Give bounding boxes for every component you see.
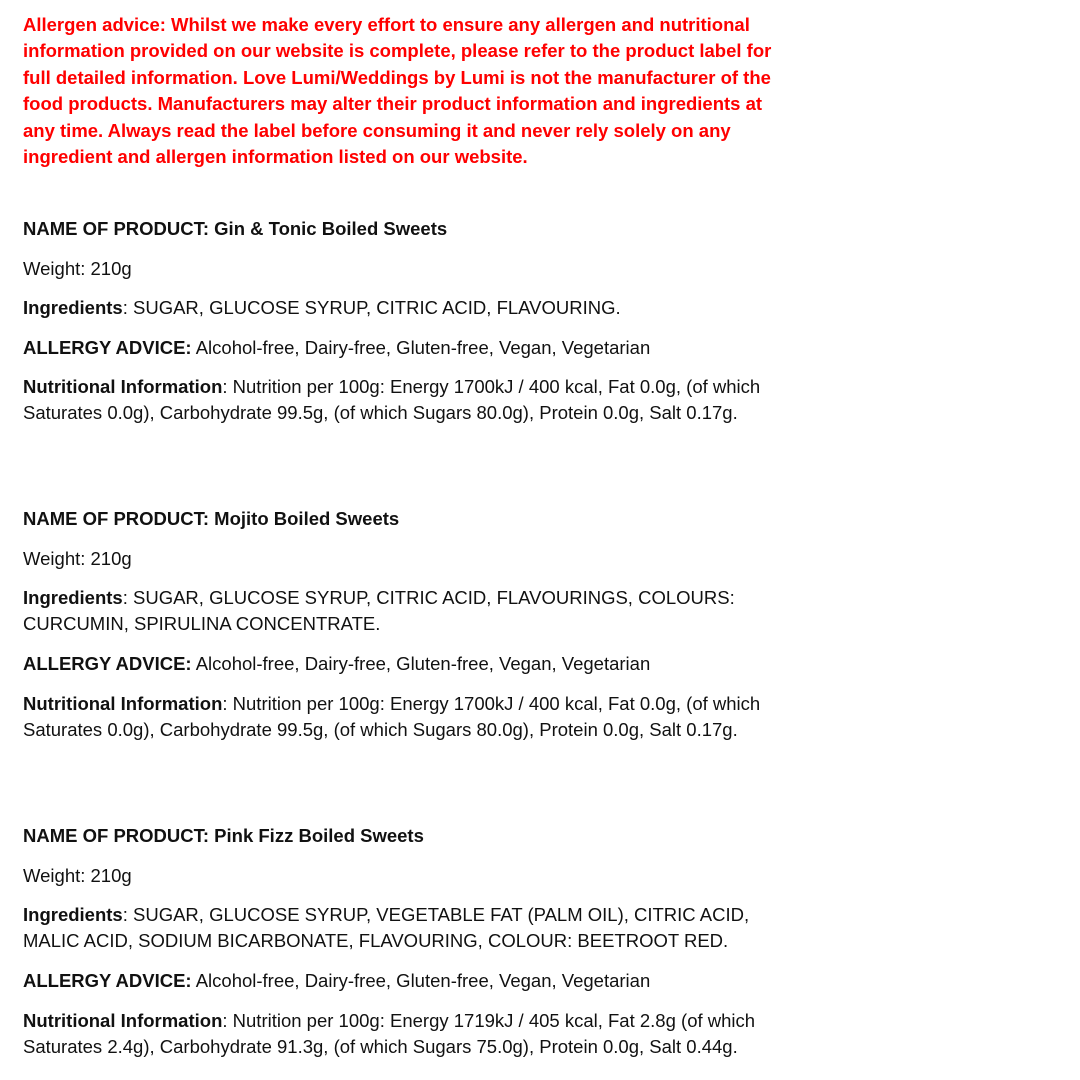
nutrition-label: Nutritional Information xyxy=(23,1010,223,1031)
ingredients-label: Ingredients xyxy=(23,587,123,608)
product-allergy xyxy=(23,968,783,994)
nutrition-label: Nutritional Information xyxy=(23,693,223,714)
product-name-label: NAME OF PRODUCT: xyxy=(23,218,210,239)
nutrition-label: Nutritional Information xyxy=(23,376,223,397)
product-name-line xyxy=(23,506,783,532)
allergy-label: ALLERGY ADVICE: xyxy=(23,653,192,674)
ingredients-label: Ingredients xyxy=(23,297,123,318)
nutrition-value: : Nutrition per 100g: Energy 1719kJ / 405 kcal, Fat 2.8g (of which Saturates 2.4g), Carbohydrate 91.3g, (of which Sugars 75.0g), Protein 0.0g, Salt 0.44g. xyxy=(23,1010,756,1058)
product-name-label: NAME OF PRODUCT: xyxy=(23,508,210,529)
product-nutrition xyxy=(23,374,783,427)
allergy-label: ALLERGY ADVICE: xyxy=(23,970,192,991)
allergy-value: Alcohol-free, Dairy-free, Gluten-free, Vegan, Vegetarian xyxy=(195,337,651,358)
product-name: Gin & Tonic Boiled Sweets xyxy=(214,218,448,239)
product-name: Pink Fizz Boiled Sweets xyxy=(214,825,424,846)
product-allergy xyxy=(23,335,783,361)
allergy-label: ALLERGY ADVICE: xyxy=(23,337,192,358)
allergy-value: Alcohol-free, Dairy-free, Gluten-free, Vegan, Vegetarian xyxy=(195,970,651,991)
product-weight: Weight: 210g xyxy=(23,865,132,886)
nutrition-value: : Nutrition per 100g: Energy 1700kJ / 400 kcal, Fat 0.0g, (of which Saturates 0.0g), Carbohydrate 99.5g, (of which Sugars 80.0g), Protein 0.0g, Salt 0.17g. xyxy=(23,376,761,424)
product-weight: Weight: 210g xyxy=(23,258,132,279)
product-name-line xyxy=(23,823,783,849)
ingredients-value: : SUGAR, GLUCOSE SYRUP, CITRIC ACID, FLAVOURINGS, COLOURS: CURCUMIN, SPIRULINA CONCENTRATE. xyxy=(23,587,735,635)
product-name: Mojito Boiled Sweets xyxy=(214,508,400,529)
ingredients-value: : SUGAR, GLUCOSE SYRUP, VEGETABLE FAT (PALM OIL), CITRIC ACID, MALIC ACID, SODIUM BICARBONATE, FLAVOURING, COLOUR: BEETROOT RED. xyxy=(23,904,750,952)
product-weight: Weight: 210g xyxy=(23,548,132,569)
allergen-notice: Allergen advice: Whilst we make every effort to ensure any allergen and nutritional information provided on our website is complete, please refer to the product label for full detailed information. Love Lumi/Weddings by Lumi is not the manufacturer of the food products. Manufacturers may alter their product information and ingredients at any time. Always read the label before consuming it and never rely solely on any ingredient and allergen information listed on our website. xyxy=(23,14,772,168)
ingredients-value: : SUGAR, GLUCOSE SYRUP, CITRIC ACID, FLAVOURING. xyxy=(122,297,621,318)
product-name-line xyxy=(23,216,783,242)
product-ingredients xyxy=(23,585,783,638)
product-allergy xyxy=(23,651,783,677)
ingredients-label: Ingredients xyxy=(23,904,123,925)
allergy-value: Alcohol-free, Dairy-free, Gluten-free, Vegan, Vegetarian xyxy=(195,653,651,674)
product-nutrition xyxy=(23,1008,783,1061)
product-name-label: NAME OF PRODUCT: xyxy=(23,825,210,846)
product-ingredients xyxy=(23,902,783,955)
product-nutrition xyxy=(23,691,783,744)
product-ingredients xyxy=(23,295,783,321)
nutrition-value: : Nutrition per 100g: Energy 1700kJ / 400 kcal, Fat 0.0g, (of which Saturates 0.0g), Carbohydrate 99.5g, (of which Sugars 80.0g), Protein 0.0g, Salt 0.17g. xyxy=(23,693,761,741)
